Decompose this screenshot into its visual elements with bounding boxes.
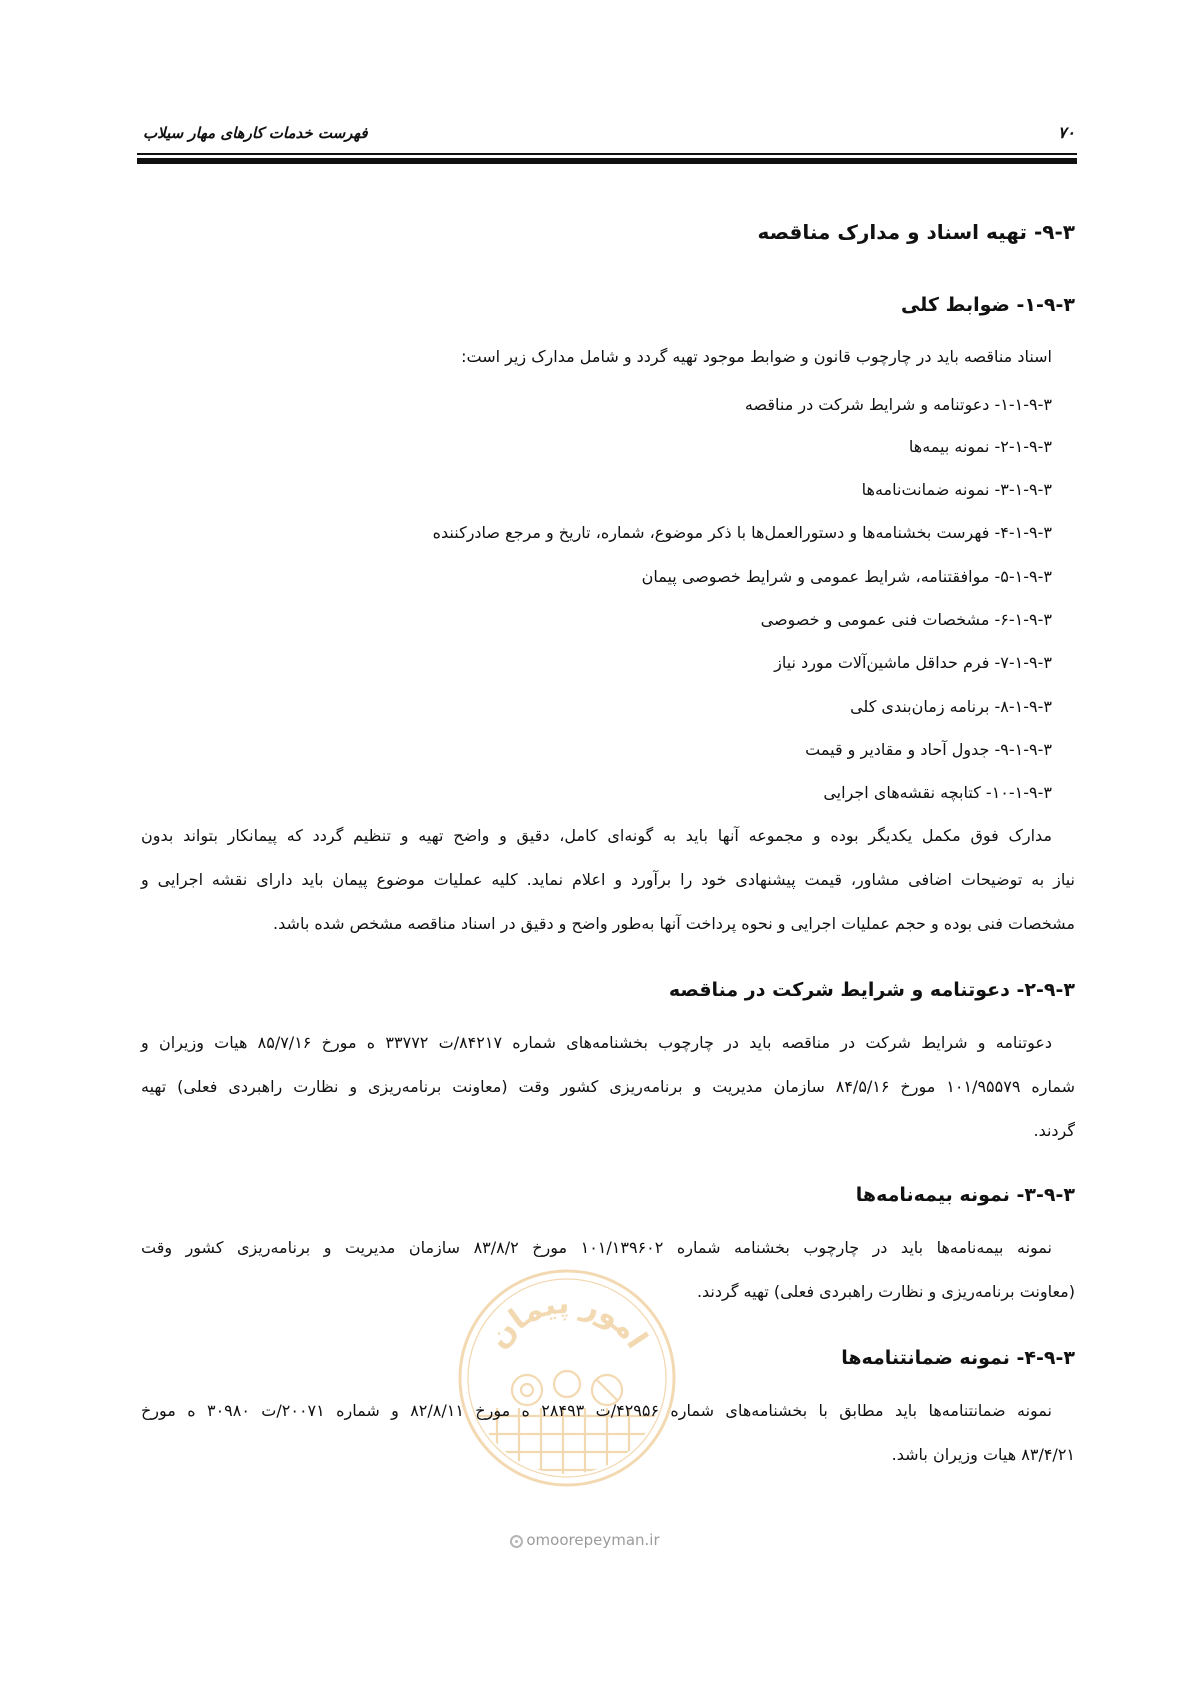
subsection-heading <box>140 288 1075 322</box>
paragraph-line: گردند. <box>1033 1121 1075 1140</box>
list-item-number: ۳-۹-۱-۱۰- <box>985 783 1052 802</box>
list-item-number: ۳-۹-۱-۹- <box>994 740 1052 759</box>
list-item-text: فرم حداقل ماشین‌آلات مورد نیاز <box>774 653 990 672</box>
list-item-number: ۳-۹-۱-۱- <box>994 395 1052 414</box>
subsection-heading <box>140 1341 1075 1375</box>
subsection-number: ۳-۹-۱- <box>1016 294 1075 316</box>
list-item <box>140 605 1052 635</box>
paragraph-line: نمونه ضمانتنامه‌ها باید مطابق با بخشنامه‌های شماره ۴۲۹۵۶/ت ۲۸۴۹۳ ه مورخ ۸۲/۸/۱۱ و شماره ۲۰۰۷۱/ت ۳۰۹۸۰ ه مورخ <box>140 1401 1052 1420</box>
list-item-number: ۳-۹-۱-۸- <box>994 697 1052 716</box>
list-item-number: ۳-۹-۱-۷- <box>994 653 1052 672</box>
list-item-number: ۳-۹-۱-۴- <box>994 523 1052 542</box>
subsection-heading <box>140 973 1075 1007</box>
list-item <box>140 692 1052 722</box>
paragraph-line: مشخصات فنی بوده و حجم عملیات اجرایی و نحوه پرداخت آنها به‌طور واضح و دقیق در اسناد مناقصه مشخص شده باشد. <box>273 914 1075 933</box>
paragraph-line: ۸۳/۴/۲۱ هیات وزیران باشد. <box>891 1445 1075 1464</box>
watermark-url <box>470 1526 700 1554</box>
section-title: تهیه اسناد و مدارک مناقصه <box>757 220 1027 244</box>
list-item-number: ۳-۹-۱-۵- <box>994 567 1052 586</box>
header-rule-thick <box>137 158 1077 164</box>
list-item <box>140 562 1052 592</box>
subsection-title: ضوابط کلی <box>900 294 1010 316</box>
list-item <box>140 475 1052 505</box>
paragraph-line: (معاونت برنامه‌ریزی و نظارت راهبردی فعلی) تهیه گردند. <box>696 1282 1075 1301</box>
watermark-icon <box>510 1535 523 1548</box>
subsection-number: ۳-۹-۳- <box>1016 1184 1075 1206</box>
subsection-number: ۳-۹-۴- <box>1016 1347 1075 1369</box>
list-item-text: نمونه ضمانت‌نامه‌ها <box>861 480 990 499</box>
list-item-text: برنامه زمان‌بندی کلی <box>850 697 990 716</box>
section-heading <box>140 215 1075 249</box>
list-item-text: مشخصات فنی عمومی و خصوصی <box>760 610 990 629</box>
header-rule-thin <box>137 153 1077 155</box>
list-item <box>140 735 1052 765</box>
subsection-heading <box>140 1178 1075 1212</box>
list-item-number: ۳-۹-۱-۲- <box>994 437 1052 456</box>
intro-paragraph: اسناد مناقصه باید در چارچوب قانون و ضوابط موجود تهیه گردد و شامل مدارک زیر است: <box>461 347 1052 366</box>
watermark-url-text: omoorepeyman.ir <box>526 1531 660 1549</box>
page-number: ۷۰ <box>1057 123 1075 142</box>
list-item-text: موافقتنامه، شرایط عمومی و شرایط خصوصی پیمان <box>641 567 990 586</box>
list-item <box>140 390 1052 420</box>
subsection-title: نمونه بیمه‌نامه‌ها <box>855 1184 1010 1206</box>
list-item <box>140 778 1052 808</box>
subsection-number: ۳-۹-۲- <box>1016 979 1075 1001</box>
watermark-logo-text: امور پیمان <box>480 1285 655 1356</box>
list-item-text: کتابچه نقشه‌های اجرایی <box>823 783 981 802</box>
paragraph-line: نمونه بیمه‌نامه‌ها باید در چارچوب بخشنامه شماره ۱۰۱/۱۳۹۶۰۲ مورخ ۸۳/۸/۲ سازمان مدیریت و برنامه‌ریزی کشور وقت <box>140 1238 1052 1257</box>
list-item-number: ۳-۹-۱-۶- <box>994 610 1052 629</box>
paragraph-line: شماره ۱۰۱/۹۵۵۷۹ مورخ ۸۴/۵/۱۶ سازمان مدیریت و برنامه‌ریزی کشور وقت (معاونت برنامه‌ریزی و نظارت راهبردی فعلی) تهیه <box>140 1077 1075 1096</box>
list-item-text: فهرست بخشنامه‌ها و دستورالعمل‌ها با ذکر موضوع، شماره، تاریخ و مرجع صادرکننده <box>432 523 990 542</box>
list-item-text: نمونه بیمه‌ها <box>908 437 990 456</box>
paragraph-line: نیاز به توضیحات اضافی مشاور، قیمت پیشنهادی خود را برآورد و اعلام نماید. کلیه عملیات موضوع پیمان باید دارای نقشه اجرایی و <box>141 870 1075 889</box>
subsection-title: نمونه ضمانتنامه‌ها <box>841 1347 1010 1369</box>
section-number: ۳-۹- <box>1033 220 1075 244</box>
list-item <box>140 648 1052 678</box>
list-item-number: ۳-۹-۱-۳- <box>994 480 1052 499</box>
list-item <box>140 518 1052 548</box>
running-header-title: فهرست خدمات کارهای مهار سیلاب <box>143 124 368 142</box>
paragraph-line: مدارک فوق مکمل یکدیگر بوده و مجموعه آنها باید به گونه‌ای کامل، دقیق و واضح تهیه و تنظیم گردد که پیمانکار بتواند بدون <box>141 826 1052 845</box>
paragraph-line: دعوتنامه و شرایط شرکت در مناقصه باید در چارچوب بخشنامه‌های شماره ۸۴۲۱۷/ت ۳۳۷۷۲ ه مورخ ۸۵/۷/۱۶ هیات وزیران و <box>141 1033 1052 1052</box>
list-item <box>140 432 1052 462</box>
subsection-title: دعوتنامه و شرایط شرکت در مناقصه <box>668 979 1010 1001</box>
list-item-text: دعوتنامه و شرایط شرکت در مناقصه <box>744 395 990 414</box>
list-item-text: جدول آحاد و مقادیر و قیمت <box>805 740 990 759</box>
